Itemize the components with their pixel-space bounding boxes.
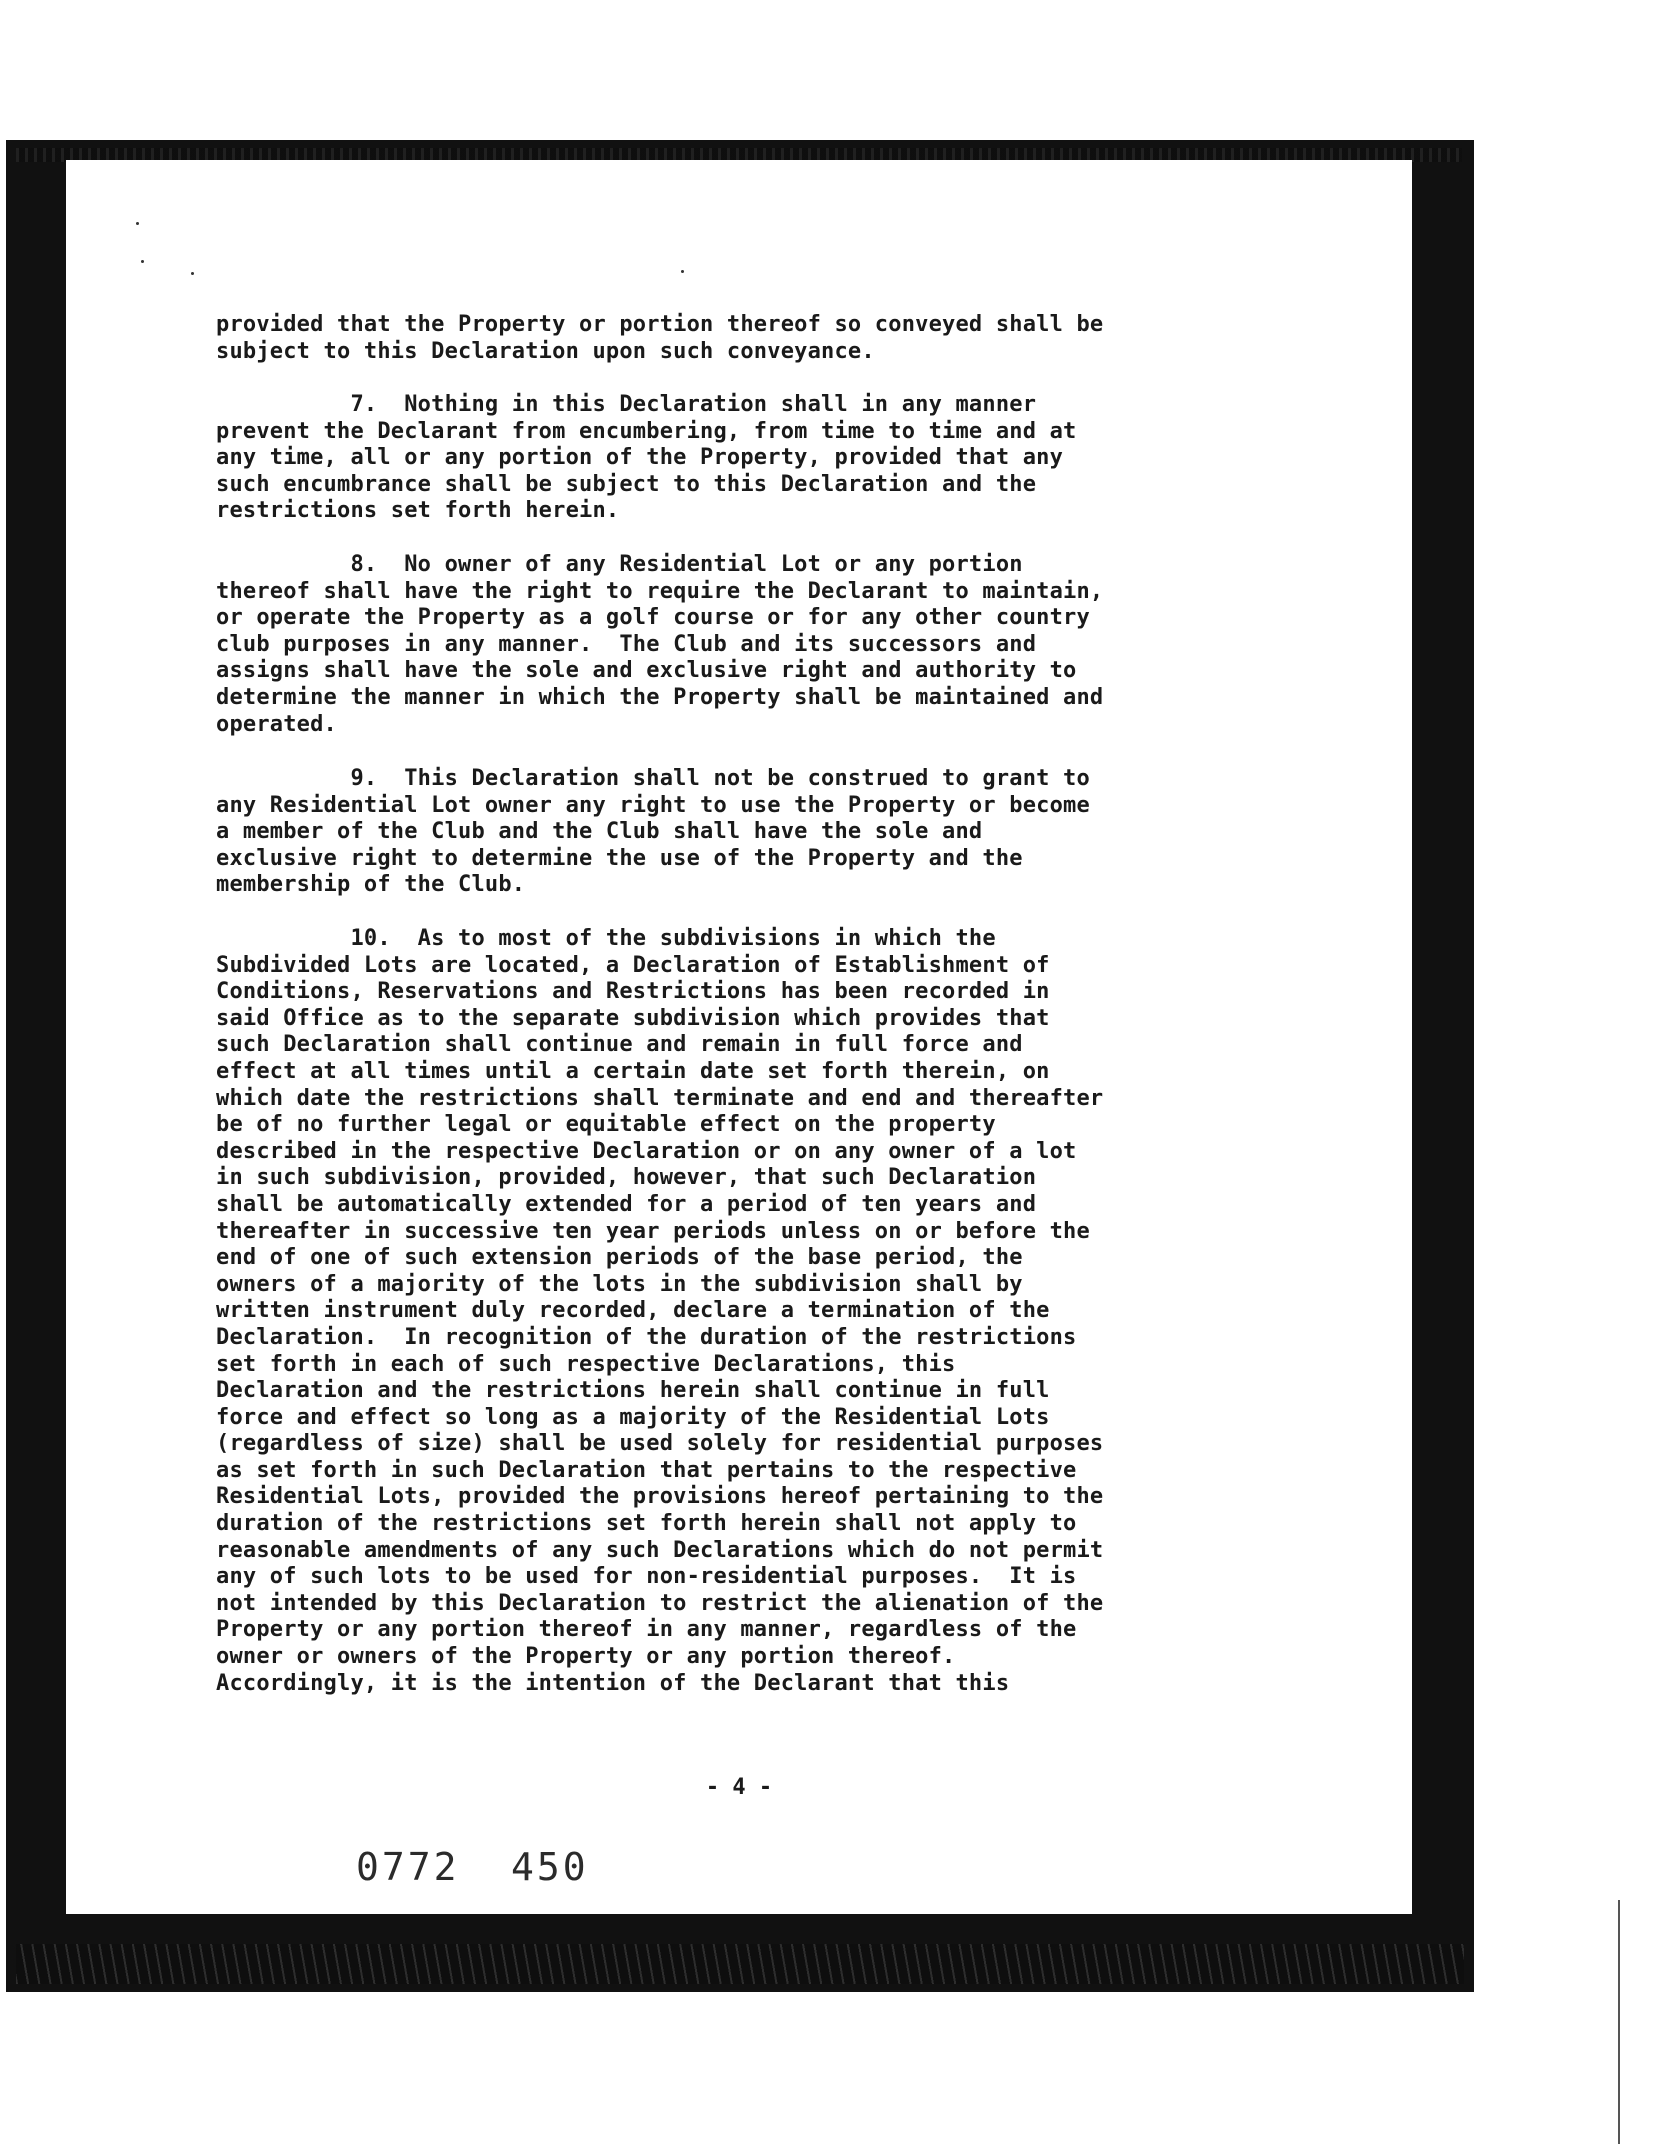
text-line: Residential Lots, provided the provisions hereof pertaining to the xyxy=(216,1484,1104,1510)
text-line: Accordingly, it is the intention of the Declarant that this xyxy=(216,1670,1010,1696)
text-line: any of such lots to be used for non-residential purposes. It is xyxy=(216,1564,1077,1590)
text-line: written instrument duly recorded, declare a termination of the xyxy=(216,1298,1050,1324)
text-line: be of no further legal or equitable effect on the property xyxy=(216,1112,996,1138)
text-line: any Residential Lot owner any right to use the Property or become xyxy=(216,792,1090,818)
text-line: said Office as to the separate subdivision which provides that xyxy=(216,1005,1050,1031)
text-line: (regardless of size) shall be used solely for residential purposes xyxy=(216,1431,1104,1457)
scan-edge-line xyxy=(1618,1900,1620,2144)
text-line: 8. No owner of any Residential Lot or any portion xyxy=(216,552,1023,577)
text-line: restrictions set forth herein. xyxy=(216,498,620,524)
text-line: owners of a majority of the lots in the subdivision shall by xyxy=(216,1271,1023,1297)
stamp-page-number: 450 xyxy=(511,1845,589,1889)
text-line: described in the respective Declaration or on any owner of a lot xyxy=(216,1138,1077,1164)
scan-speck xyxy=(141,260,144,263)
text-line: as set forth in such Declaration that pertains to the respective xyxy=(216,1457,1077,1483)
text-line: Conditions, Reservations and Restrictions has been recorded in xyxy=(216,979,1050,1005)
page-number: - 4 - xyxy=(705,1775,773,1800)
text-line: not intended by this Declaration to restrict the alienation of the xyxy=(216,1590,1104,1616)
stamp-book-number: 0772 xyxy=(356,1845,460,1889)
text-line: 10. As to most of the subdivisions in which the xyxy=(216,926,996,951)
text-line: end of one of such extension periods of the base period, the xyxy=(216,1245,1023,1271)
text-line: 7. Nothing in this Declaration shall in any manner xyxy=(216,392,1037,417)
text-line: or operate the Property as a golf course or for any other country xyxy=(216,605,1090,631)
text-line: effect at all times until a certain date set forth therein, on xyxy=(216,1058,1050,1084)
text-line: shall be automatically extended for a period of ten years and xyxy=(216,1191,1037,1217)
text-line: Declaration and the restrictions herein shall continue in full xyxy=(216,1378,1050,1404)
text-line: operated. xyxy=(216,711,338,737)
text-line: thereof shall have the right to require the Declarant to maintain, xyxy=(216,578,1104,604)
paragraph-7 xyxy=(216,392,1276,525)
text-line: reasonable amendments of any such Declarations which do not permit xyxy=(216,1537,1104,1563)
paragraph-10 xyxy=(216,926,1276,1697)
text-line: 9. This Declaration shall not be construed to grant to xyxy=(216,766,1090,791)
text-line: determine the manner in which the Property shall be maintained and xyxy=(216,684,1104,710)
text-line: Subdivided Lots are located, a Declaration of Establishment of xyxy=(216,952,1050,978)
text-line: subject to this Declaration upon such conveyance. xyxy=(216,338,875,364)
text-line: Declaration. In recognition of the duration of the restrictions xyxy=(216,1324,1077,1350)
text-line: duration of the restrictions set forth herein shall not apply to xyxy=(216,1511,1077,1537)
scan-speck xyxy=(191,272,194,275)
text-line: prevent the Declarant from encumbering, from time to time and at xyxy=(216,418,1077,444)
text-line: any time, all or any portion of the Property, provided that any xyxy=(216,445,1064,471)
text-line: Property or any portion thereof in any manner, regardless of the xyxy=(216,1617,1077,1643)
text-line: exclusive right to determine the use of the Property and the xyxy=(216,845,1023,871)
paragraph-9 xyxy=(216,766,1276,899)
scan-speck xyxy=(136,222,139,225)
text-line: which date the restrictions shall terminate and end and thereafter xyxy=(216,1085,1104,1111)
text-line: such Declaration shall continue and remain in full force and xyxy=(216,1032,1023,1058)
paragraph-continuation xyxy=(216,312,1276,365)
text-line: set forth in each of such respective Declarations, this xyxy=(216,1351,956,1377)
text-line: owner or owners of the Property or any portion thereof. xyxy=(216,1644,956,1670)
text-line: a member of the Club and the Club shall have the sole and xyxy=(216,819,983,845)
text-line: assigns shall have the sole and exclusive right and authority to xyxy=(216,658,1077,684)
text-line: in such subdivision, provided, however, that such Declaration xyxy=(216,1165,1037,1191)
document-page xyxy=(66,160,1412,1914)
text-line: membership of the Club. xyxy=(216,872,526,898)
text-line: force and effect so long as a majority of the Residential Lots xyxy=(216,1404,1050,1430)
scan-border xyxy=(6,140,1474,1992)
paragraph-8 xyxy=(216,552,1276,738)
text-line: thereafter in successive ten year periods unless on or before the xyxy=(216,1218,1090,1244)
text-line: such encumbrance shall be subject to this Declaration and the xyxy=(216,471,1037,497)
text-line: provided that the Property or portion thereof so conveyed shall be xyxy=(216,312,1104,337)
text-line: club purposes in any manner. The Club and its successors and xyxy=(216,631,1037,657)
scan-speck xyxy=(681,270,684,273)
